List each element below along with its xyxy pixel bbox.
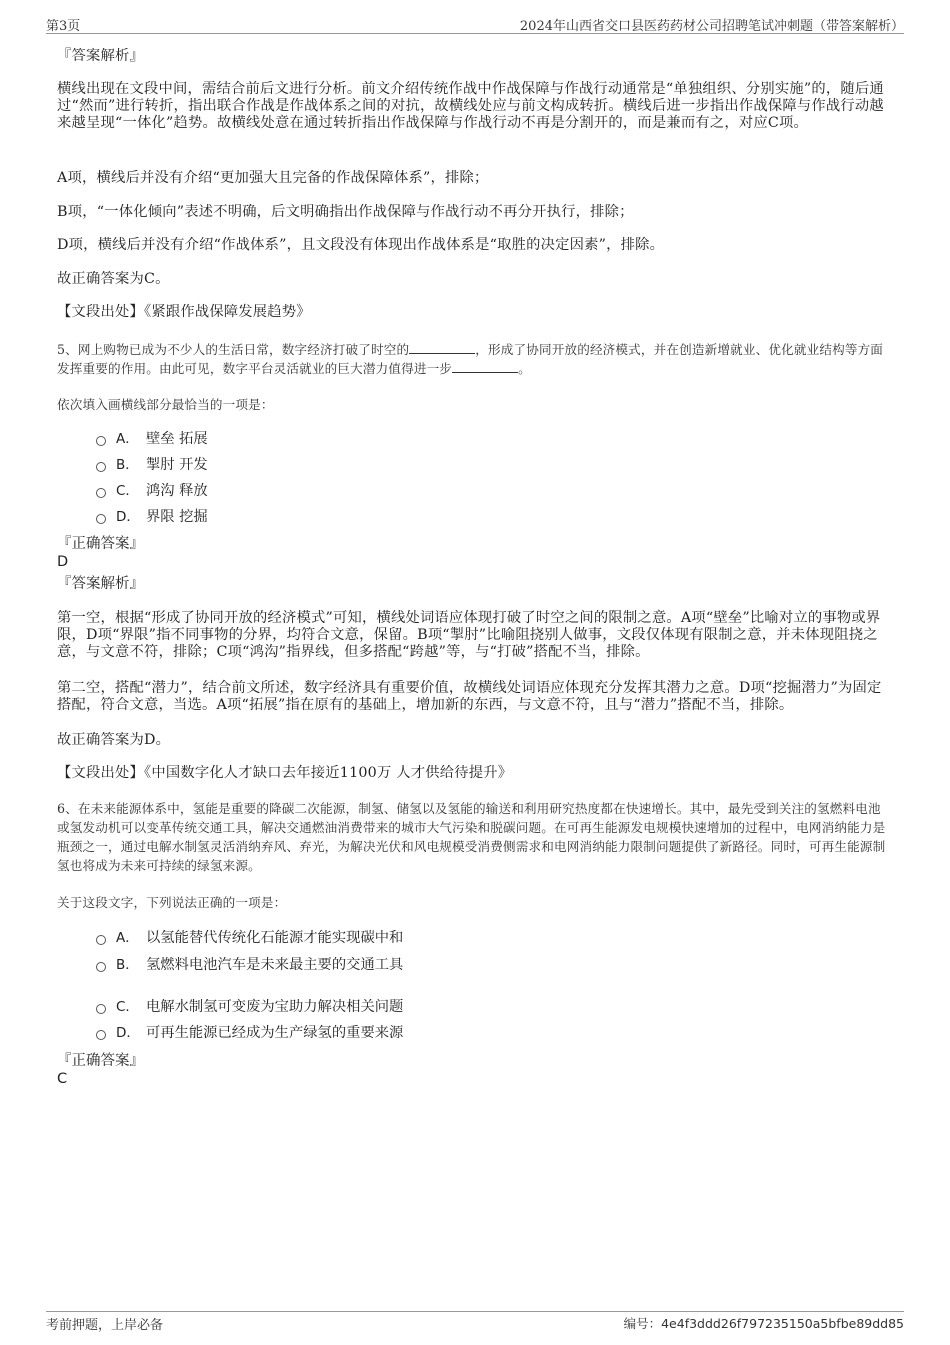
option-letter: D．	[116, 1025, 140, 1041]
option-letter: B．	[116, 957, 139, 973]
option-text: 鸿沟 释放	[146, 483, 208, 499]
q4-analysis-paragraph-1: 横线出现在文段中间，需结合前后文进行分析。前文介绍传统作战中作战保障与作战行动通常是“单独组织、分别实施”的，随后通过“然而”进行转折，指出联合作战是作战体系之间的对抗，故横线处应与前文构成转折。横线后进一步指出作战保障与作战行动越来越呈现“一体化”趋势。故横线处意在通过转折指出作战保障与作战行动不再是分割开的，而是兼而有之，对应C项。	[57, 81, 884, 131]
q5-stem-part-3: 。	[518, 361, 531, 376]
option-letter: A．	[116, 431, 139, 447]
q6-option-d[interactable]	[96, 1023, 403, 1043]
option-text: 电解水制氢可变废为宝助力解决相关问题	[146, 999, 404, 1015]
q5-option-c[interactable]	[96, 481, 208, 501]
q5-answer: D	[57, 554, 69, 570]
q4-source: 【文段出处】《紧跟作战保障发展趋势》	[57, 304, 311, 320]
q5-analysis-paragraph-2: 第二空，搭配“潜力”，结合前文所述，数字经济具有重要价值，故横线处词语应体现充分发挥其潜力之意。D项“挖掘潜力”为固定搭配，符合文意，当选。A项“拓展”指在原有的基础上，增加新的东西，与文意不符，且与“潜力”搭配不当，排除。	[57, 680, 882, 713]
radio-icon[interactable]	[96, 436, 106, 446]
footer-divider	[46, 1311, 904, 1312]
option-letter: D．	[116, 509, 140, 525]
q4-conclusion: 故正确答案为C。	[57, 271, 170, 287]
radio-icon[interactable]	[96, 935, 106, 945]
q6-option-c[interactable]	[96, 997, 403, 1017]
radio-icon[interactable]	[96, 488, 106, 498]
q5-option-d[interactable]	[96, 507, 208, 527]
q5-analysis-paragraph-1: 第一空，根据“形成了协同开放的经济模式”可知，横线处词语应体现打破了时空之间的限制之意。A项“壁垒”比喻对立的事物或界限，D项“界限”指不同事物的分界，均符合文意，保留。B项“掣肘”比喻阻挠别人做事，文段仅体现有限制之意，并未体现阻挠之意，与文意不符，排除；C项“鸿沟”指界线，但多搭配“跨越”等，与“打破”搭配不当，排除。	[57, 610, 881, 660]
q4-analysis-paragraph-2: A项，横线后并没有介绍“更加强大且完备的作战保障体系”，排除；	[57, 170, 489, 186]
option-text: 以氢能替代传统化石能源才能实现碳中和	[146, 930, 404, 946]
q6-stem: 6、在未来能源体系中，氢能是重要的降碳二次能源，制氢、储氢以及氢能的输送和利用研究热度都在快速增长。其中，最先受到关注的氢燃料电池或氢发动机可以变革传统交通工具，解决交通燃油消费带来的城市大气污染和脱碳问题。在可再生能源发电规模快速增加的过程中，电网消纳能力是瓶颈之一，通过电解水制氢灵活消纳弃风、弃光，为解决光伏和风电规模受消费侧需求和电网消纳能力限制问题提供了新路径。同时，可再生能源制氢也将成为未来可持续的绿氢来源。	[57, 801, 886, 873]
option-letter: C．	[116, 999, 139, 1015]
q5-stem	[57, 340, 892, 378]
q6-prompt: 关于这段文字，下列说法正确的一项是：	[57, 895, 287, 910]
radio-icon[interactable]	[96, 1004, 106, 1014]
q5-analysis-label: 『答案解析』	[57, 576, 144, 592]
radio-icon[interactable]	[96, 462, 106, 472]
q5-option-a[interactable]	[96, 429, 208, 449]
q6-answer-label: 『正确答案』	[57, 1053, 144, 1069]
q6-answer: C	[57, 1071, 68, 1087]
option-letter: C．	[116, 483, 139, 499]
q5-prompt: 依次填入画横线部分最恰当的一项是：	[57, 397, 274, 412]
document-id: 编号：4e4f3ddd26f797235150a5bfbe89dd85	[623, 1316, 904, 1331]
document-title: 2024年山西省交口县医药药材公司招聘笔试冲刺题（带答案解析）	[519, 19, 904, 34]
header-divider	[46, 33, 904, 34]
q5-stem-part-1: 5、网上购物已成为不少人的生活日常，数字经济打破了时空的	[57, 342, 410, 357]
q4-analysis-label: 『答案解析』	[57, 48, 144, 64]
q5-answer-label: 『正确答案』	[57, 536, 144, 552]
q5-stem-part-2: ，形成了协同开放的经济模式，并在创造新增就业、优化就业结构等方面发挥重要的作用。由此可见，数字平台灵活就业的巨大潜力值得进一步	[57, 342, 884, 376]
q5-blank-2	[452, 360, 518, 373]
q5-blank-1	[409, 341, 475, 354]
q4-analysis-paragraph-3: B项，“一体化倾向”表述不明确，后文明确指出作战保障与作战行动不再分开执行，排除；	[57, 204, 634, 220]
q4-analysis-paragraph-4: D项，横线后并没有介绍“作战体系”，且文段没有体现出作战体系是“取胜的决定因素”，排除。	[57, 237, 665, 253]
page-number: 第3页	[46, 19, 81, 34]
option-text: 壁垒 拓展	[146, 431, 208, 447]
q5-conclusion: 故正确答案为D。	[57, 732, 171, 748]
q6-option-a[interactable]	[96, 928, 403, 948]
option-text: 可再生能源已经成为生产绿氢的重要来源	[146, 1025, 404, 1041]
option-text: 掣肘 开发	[146, 457, 208, 473]
radio-icon[interactable]	[96, 962, 106, 972]
q5-source: 【文段出处】《中国数字化人才缺口去年接近1100万 人才供给待提升》	[57, 765, 513, 781]
footer-slogan: 考前押题，上岸必备	[46, 1318, 164, 1333]
q5-option-b[interactable]	[96, 455, 208, 475]
q6-option-b[interactable]	[96, 955, 403, 975]
option-text: 界限 挖掘	[146, 509, 208, 525]
radio-icon[interactable]	[96, 1030, 106, 1040]
option-letter: A．	[116, 930, 139, 946]
option-letter: B．	[116, 457, 139, 473]
radio-icon[interactable]	[96, 514, 106, 524]
option-text: 氢燃料电池汽车是未来最主要的交通工具	[146, 957, 404, 973]
